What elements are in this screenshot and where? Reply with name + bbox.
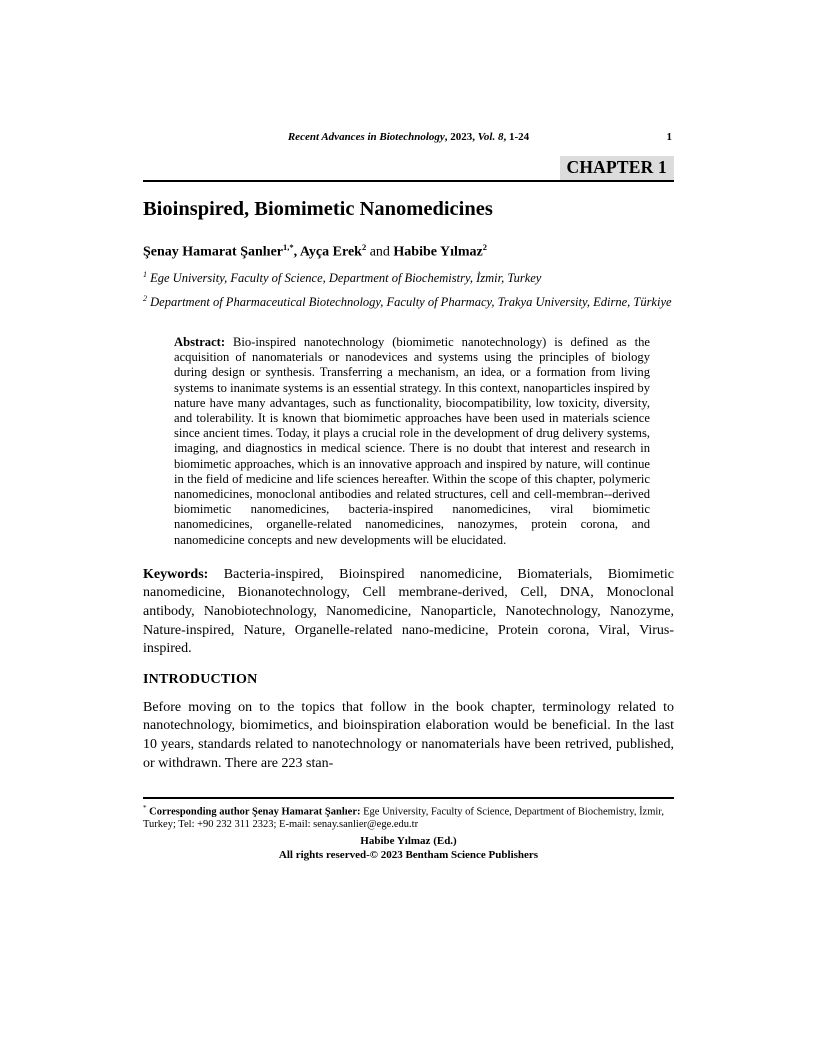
affiliation-2-sup: 2 xyxy=(143,293,147,303)
publisher-footer xyxy=(143,835,674,862)
chapter-title: Bioinspired, Biomimetic Nanomedicines xyxy=(143,198,493,220)
author-and: and xyxy=(366,244,394,260)
chapter-badge: CHAPTER 1 xyxy=(560,156,675,180)
page-number: 1 xyxy=(666,131,672,143)
author-name-1: Şenay Hamarat Şanlıer xyxy=(143,244,283,260)
affiliations xyxy=(143,267,674,310)
citation-volume: Vol. 8 xyxy=(477,131,504,143)
author-separator: , xyxy=(293,244,300,260)
introduction-paragraph: Before moving on to the topics that follow in the book chapter, terminology related to nanotechnology, biomimetics, and bioinspiration elaboration would be beneficial. In the last 10 years, standards related to nanotechnology or nanomaterials have been retrived, published, or withdrawn. There are 223 stan- xyxy=(143,699,674,771)
abstract xyxy=(174,335,650,548)
footnote-asterisk: * xyxy=(143,804,147,812)
author-name-3: Habibe Yılmaz xyxy=(393,244,483,260)
author-sup-3: 2 xyxy=(482,242,487,252)
journal-name: Recent Advances in Biotechnology xyxy=(287,131,445,143)
citation-pages: , 1-24 xyxy=(503,131,530,143)
footnote-label: Corresponding author Şenay Hamarat Şanlıer: xyxy=(149,806,361,818)
author-sup-1: 1,* xyxy=(283,242,294,252)
journal-citation xyxy=(288,131,529,143)
abstract-label: Abstract: xyxy=(174,334,226,349)
corresponding-author-footnote xyxy=(143,797,674,832)
author-sup-2: 2 xyxy=(361,242,367,252)
footnote-text-block xyxy=(143,802,674,832)
affiliation-2-text: Department of Pharmaceutical Biotechnology, Faculty of Pharmacy, Trakya University, Edirne, Türkiye xyxy=(150,294,672,309)
affiliation-1-text: Ege University, Faculty of Science, Department of Biochemistry, İzmir, Turkey xyxy=(150,270,542,285)
rights-line: All rights reserved-© 2023 Bentham Science Publishers xyxy=(278,848,539,861)
author-name-2: Ayça Erek xyxy=(299,244,362,260)
keywords xyxy=(143,566,674,659)
editor-line: Habibe Yılmaz (Ed.) xyxy=(360,835,457,847)
keywords-label: Keywords: xyxy=(143,566,209,582)
abstract-text: Bio-inspired nanotechnology (biomimetic nanotechnology) is defined as the acquisition of nanomaterials or nanodevices and systems using the principles of biology during design or synthesis. Transferring a mechanism, an idea, or a formation from living systems to inanimate systems is an essential strategy. In this context, nanoparticles inspired by nature have many advantages, such as functionality, biocompatibility, low toxicity, diversity, and tolerability. It is known that biomimetic approaches have been used in materials science since ancient times. Today, it plays a crucial role in the development of drug delivery systems, imaging, and diagnostics in medical science. There is no doubt that interest and research in biomimetic approaches, which is an innovative approach and inspired by nature, will continue in the field of medicine and life sciences hereafter. Within the scope of this chapter, polymeric nanomedicines, monoclonal antibodies and related structures, cell and cell-membran--derived biomimetic nanomedicines, bacteria-inspired nanomedicines, viral biomimetic nanomedicines, organelle-related nanomedicines, nanozymes, protein corona, and nanomedicine concepts and new developments will be elucidated. xyxy=(174,334,650,547)
affiliation-1 xyxy=(143,267,674,286)
introduction-heading: INTRODUCTION xyxy=(143,671,258,687)
authors-line xyxy=(143,238,674,262)
running-header xyxy=(143,130,674,144)
affiliation-1-sup: 1 xyxy=(143,269,147,279)
affiliation-2 xyxy=(143,291,674,310)
chapter-rule xyxy=(143,156,674,182)
citation-year: , 2023, xyxy=(444,131,478,143)
footnote-text: Ege University, Faculty of Science, Department of Biochemistry, İzmir, Turkey; Tel: +90 232 311 2323; E-mail: senay.sanlier@ege.edu.tr xyxy=(143,806,665,831)
keywords-text: Bacteria-inspired, Bioinspired nanomedicine, Biomaterials, Biomimetic nanomedicine, Bionanotechnology, Cell membrane-derived, Cell, DNA, Monoclonal antibody, Nanobiotechnology, Nanomedicine, Nanoparticle, Nanotechnology, Nanozyme, Nature-inspired, Nature, Organelle-related nano-medicine, Protein corona, Viral, Virus-inspired. xyxy=(143,566,674,657)
